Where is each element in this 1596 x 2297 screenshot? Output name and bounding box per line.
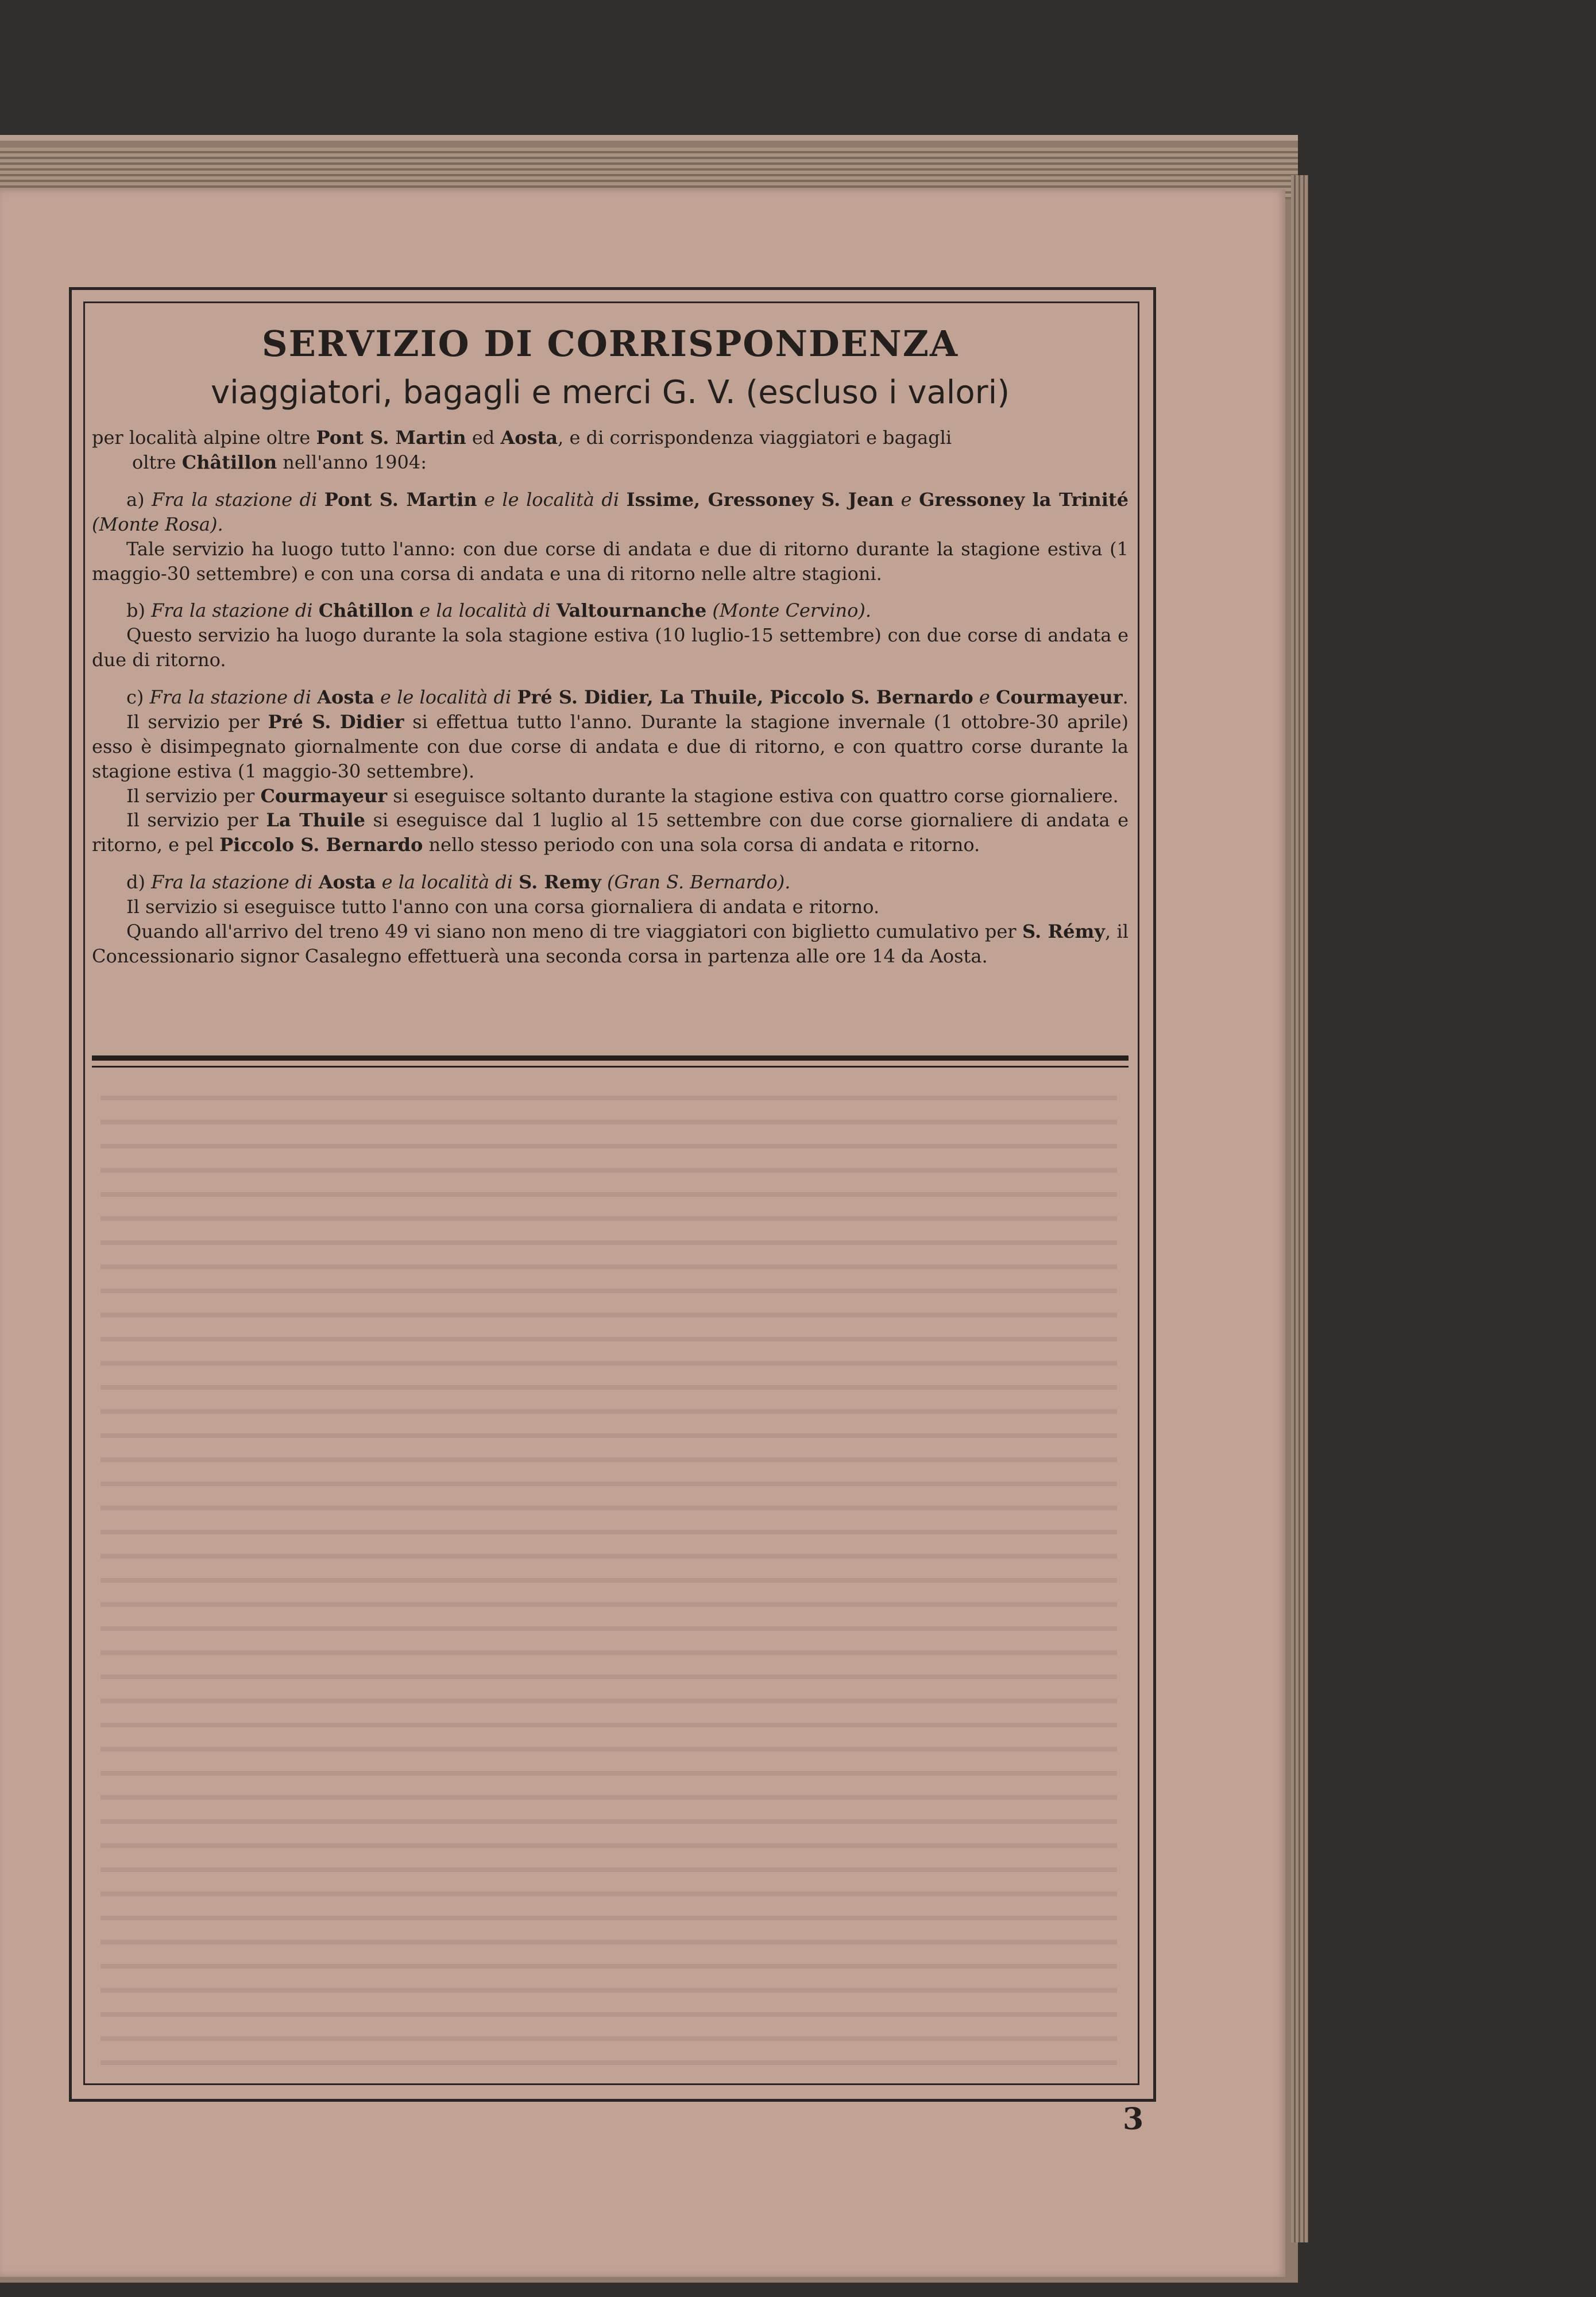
body-place: La Thuile [266,809,366,832]
intro-text: , e di corrispondenza viaggiatori e bagagli [558,427,952,449]
intro-second-line [92,450,1129,475]
intro-text: per località alpine oltre [92,427,316,449]
intro-text: oltre [132,451,182,474]
section-place: Courmayeur [995,686,1123,709]
section-text: Fra la stazione di [151,600,319,622]
body-text: Il servizio per [126,710,268,733]
intro-place: Aosta [500,427,558,449]
section-place: Aosta [317,686,374,709]
body-place: Courmayeur [260,784,388,807]
section-label: b) [126,600,152,622]
body-text: si eseguisce dal 1 luglio al 15 settembre con due corse giornaliere di andata e ritorno, e pel [92,809,1129,856]
intro-paragraph [92,426,1129,475]
show-through-texture [101,1080,1117,2067]
body-text: nello stesso periodo con una sola corsa di andata e ritorno. [423,834,980,856]
page-title: SERVIZIO DI CORRISPONDENZA [261,323,959,365]
intro-place: Pont S. Martin [316,427,466,449]
section-text: e le località di [374,686,517,709]
section-place: Gressoney la Trinité [919,488,1129,511]
body-place: S. Rémy [1022,920,1105,942]
section-divider-thick [92,1055,1129,1061]
body-place: Piccolo S. Bernardo [219,834,423,856]
section-text: Fra la stazione di [152,488,324,511]
section-c-body-2 [92,784,1129,809]
intro-text: ed [466,427,501,449]
section-d-body-1: Il servizio si eseguisce tutto l'anno con una corsa giornaliera di andata e ritorno. [126,896,880,918]
section-a-heading [92,488,1129,537]
page-subtitle: viaggiatori, bagagli e merci G. V. (escluso i valori) [210,374,1010,412]
body-text: , il Concessionario signor Casalegno effettuerà una seconda corsa in partenza alle ore 14 da Aosta. [92,920,1129,967]
page-number: 3 [1123,2102,1144,2137]
section-text: e [973,686,996,709]
intro-place: Châtillon [181,451,277,474]
section-place: Aosta [318,871,376,894]
section-label: d) [126,871,152,894]
section-text: (Monte Rosa). [92,513,223,535]
section-c-body-1 [92,710,1129,784]
section-c-heading [92,685,1129,710]
section-text: (Gran S. Bernardo). [601,871,791,894]
section-c-body-3 [92,808,1129,857]
section-a-body: Tale servizio ha luogo tutto l'anno: con due corse di andata e due di ritorno durante la stagione estiva (1 maggio-30 settembre) e con una corsa di andata e una di ritorno nelle altre stagioni. [92,537,1129,585]
page-content [92,324,1129,969]
section-text: (Monte Cervino). [706,600,871,622]
body-text: Il servizio per [126,784,261,807]
section-text: e [894,488,919,511]
section-place: Valtournanche [556,600,707,622]
section-place: S. Remy [519,871,601,894]
section-text: e le località di [477,488,627,511]
section-place: Issime, Gressoney S. Jean [626,488,894,511]
section-text: Fra la stazione di [151,871,319,894]
section-text: e la località di [376,871,519,894]
body-text: si eseguisce soltanto durante la stagione estiva con quattro corse giornaliere. [387,784,1119,807]
section-place: Pont S. Martin [324,488,477,511]
body-text: si effettua tutto l'anno. Durante la stagione invernale (1 ottobre-30 aprile) esso è disimpegnato giornalmente con due corse di andata e due di ritorno, e con quattro corse durante la stagione estiva (1 maggio-30 settembre). [92,710,1129,782]
section-place: Châtillon [318,600,414,622]
section-b-body: Questo servizio ha luogo durante la sola stagione estiva (10 luglio-15 settembre) con due corse di andata e due di ritorno. [92,624,1129,671]
section-d-body-2 [92,919,1129,969]
body-text: Il servizio per [126,809,266,832]
section-place: Pré S. Didier, La Thuile, Piccolo S. Bernardo [517,686,973,709]
section-text: Fra la stazione di [149,686,318,709]
body-place: Pré S. Didier [268,710,404,733]
section-b-heading [92,598,1129,623]
section-text: e la località di [414,600,557,622]
section-label: c) [126,686,150,709]
body-text: Quando all'arrivo del treno 49 vi siano non meno di tre viaggiatori con biglietto cumulativo per [126,920,1023,942]
section-d-heading [92,870,1129,895]
intro-text: nell'anno 1904: [277,451,427,474]
section-divider-thin [92,1066,1129,1068]
section-text: . [1122,686,1129,709]
section-label: a) [126,488,152,511]
